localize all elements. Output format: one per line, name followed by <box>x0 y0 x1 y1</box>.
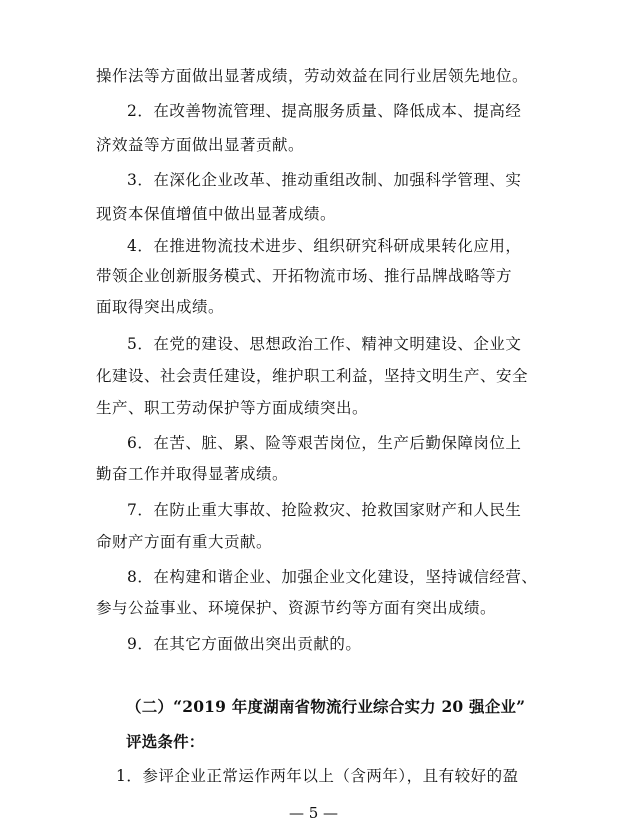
list-item-6-line-1: 6．在苦、脏、累、险等艰苦岗位，生产后勤保障岗位上 <box>127 434 522 452</box>
list-item-8-line-2: 参与公益事业、环境保护、资源节约等方面有突出成绩。 <box>96 599 497 617</box>
list-item-4-line-3: 面取得突出成绩。 <box>96 298 225 316</box>
list-item-4-line-1: 4．在推进物流技术进步、组织研究科研成果转化应用， <box>127 237 522 255</box>
list-item-7-line-2: 命财产方面有重大贡献。 <box>96 533 273 551</box>
list-item-3-line-2: 现资本保值增值中做出显著成绩。 <box>96 205 337 223</box>
list-item-5-line-1: 5．在党的建设、思想政治工作、精神文明建设、企业文 <box>127 335 522 353</box>
section-heading-continuation: 评选条件： <box>126 732 205 751</box>
list-item-2-line-2: 济效益等方面做出显著贡献。 <box>96 136 305 154</box>
list-item-6-line-2: 勤奋工作并取得显著成绩。 <box>96 465 289 483</box>
list-item-7-line-1: 7．在防止重大事故、抢险救灾、抢救国家财产和人民生 <box>127 501 522 519</box>
list-item-5-line-3: 生产、职工劳动保护等方面成绩突出。 <box>96 399 369 417</box>
list-item-8-line-1: 8．在构建和谐企业、加强企业文化建设，坚持诚信经营、 <box>127 568 538 586</box>
list-item-4-line-2: 带领企业创新服务模式、开拓物流市场、推行品牌战略等方 <box>96 267 513 285</box>
list-item-5-line-2: 化建设、社会责任建设，维护职工利益，坚持文明生产、安全 <box>96 367 529 385</box>
list-item-9-line-1: 9．在其它方面做出突出贡献的。 <box>127 635 362 653</box>
list-item-3-line-1: 3．在深化企业改革、推动重组改制、加强科学管理、实 <box>127 171 522 189</box>
criteria-item-1-line-1: 1．参评企业正常运作两年以上（含两年），且有较好的盈 <box>116 767 519 785</box>
list-item-2-line-1: 2．在改善物流管理、提高服务质量、降低成本、提高经 <box>127 102 522 120</box>
paragraph-line: 操作法等方面做出显著成绩，劳动效益在同行业居领先地位。 <box>96 67 529 85</box>
section-heading: （二）“2019 年度湖南省物流行业综合实力 20 强企业” <box>126 697 526 716</box>
page-number: — 5 — <box>288 804 339 822</box>
